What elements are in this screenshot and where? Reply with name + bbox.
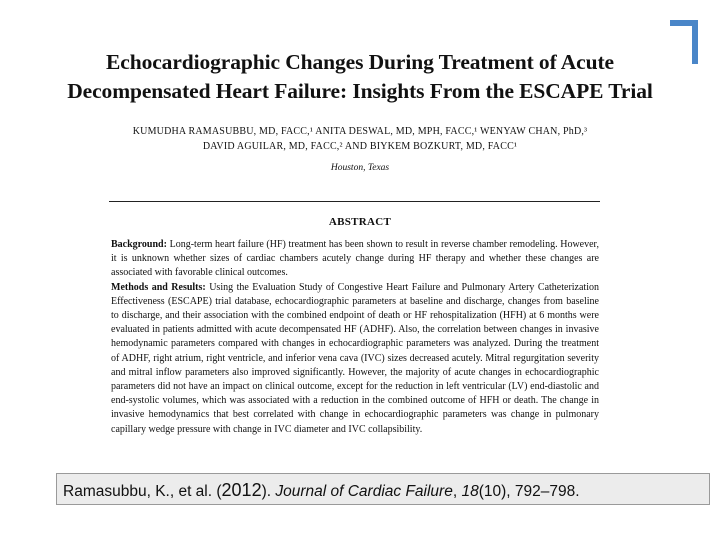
methods-text: Using the Evaluation Study of Congestive Heart Failure and Pulmonary Artery Catheterization Effectiveness (ESCAPE) trial database, echocardiographic parameters at baseline and discharge, changes from baseline to discharge, and their association with the combined endpoint of death or HF rehospitalization (HFH) at 6 months were evaluated in patients admitted with acute decompensated HF (ADHF). Also, the correlation between changes in invasive hemodynamic parameters compared with changes in echocardiographic parameters was analyzed. During the treatment of ADHF, right atrium, right ventricle, and inferior vena cava (IVC) sizes decreased acutely. Mitral regurgitation severity and mitral inflow parameters also improved significantly. However, the majority of acute changes in echocardiographic parameters did not have an impact on clinical outcome, except for the reduction in left ventricular (LV) end-diastolic and end-systolic volumes, which was associated with a reduction in the combined outcome of HFH or death. The change in invasive hemodynamics that best correlated with change in echocardiographic parameters was change in pulmonary capillary wedge pressure with change in IVC diameter and IVC collapsibility. <box>111 281 599 435</box>
background-label: Background: <box>111 239 167 250</box>
title-line-2: Decompensated Heart Failure: Insights From the ESCAPE Trial <box>67 79 653 103</box>
citation-journal: Journal of Cardiac Failure <box>275 483 453 500</box>
abstract-background <box>111 238 599 281</box>
authors-line-2: DAVID AGUILAR, MD, FACC,² AND BIYKEM BOZKURT, MD, FACC¹ <box>202 141 518 152</box>
background-text: Long-term heart failure (HF) treatment has been shown to result in reverse chamber remodeling. However, it is unknown whether sizes of cardiac chambers acutely change during HF therapy and whether these changes are associated with favorable clinical outcomes. <box>111 239 599 279</box>
citation-after-year: ). <box>261 483 276 500</box>
affiliation: Houston, Texas <box>330 163 390 173</box>
abstract-body <box>111 238 599 437</box>
divider-rule <box>109 201 600 202</box>
author-list <box>60 124 660 154</box>
citation-sep: , <box>452 483 462 500</box>
abstract-methods <box>111 281 599 437</box>
citation-volume: 18 <box>461 483 479 500</box>
methods-label: Methods and Results: <box>111 281 206 293</box>
citation-issue-pages: (10), 792–798. <box>478 483 580 500</box>
abstract-heading: ABSTRACT <box>328 216 392 228</box>
citation-year: 2012 <box>221 480 262 500</box>
title-line-1: Echocardiographic Changes During Treatment of Acute <box>106 50 614 74</box>
citation-authors: Ramasubbu, K., et al. ( <box>63 483 222 500</box>
citation-box <box>56 473 710 505</box>
paper-title <box>20 48 700 106</box>
authors-line-1: KUMUDHA RAMASUBBU, MD, FACC,¹ ANITA DESWAL, MD, MPH, FACC,¹ WENYAW CHAN, PhD,³ <box>132 126 588 137</box>
